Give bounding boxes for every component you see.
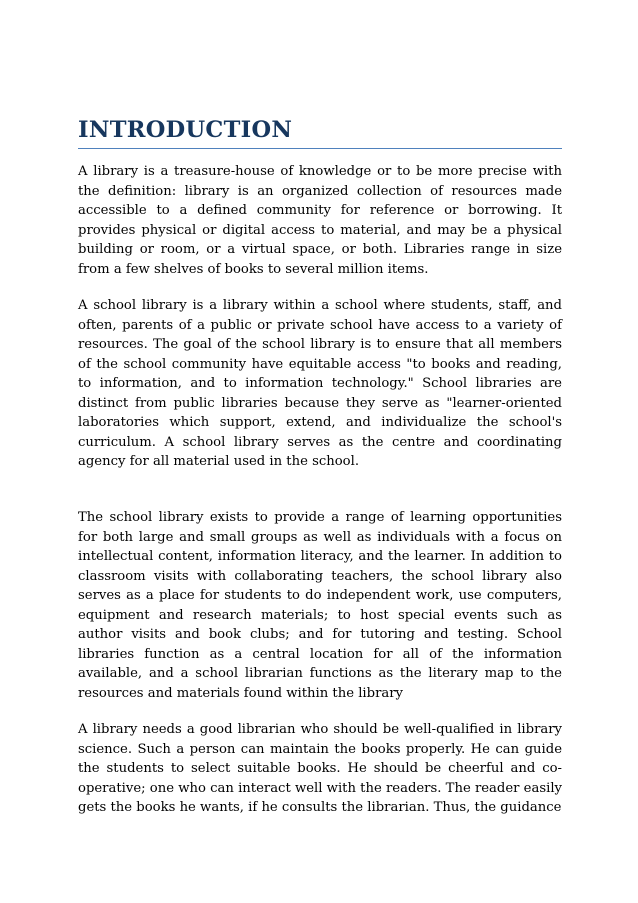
paragraph-school-library: A school library is a library within a school where students, staff, and often, parents of a public or private school have access to a variety of resources. The goal of the school library is to ensure that all members of the school community have equitable access "to books and reading, to information, and to information technology." School libraries are distinct from public libraries because they serve as "learner-oriented laboratories which support, extend, and individualize the school's curriculum. A school library serves as the centre and coordinating agency for all material used in the school. <box>78 298 562 469</box>
title-underline <box>78 148 562 149</box>
paragraph-librarian: A library needs a good librarian who should be well-qualified in library science. Such a person can maintain the books properly. He can guide the students to select suitable books. He should be cheerful and co-operative; one who can interact well with the readers. The reader easily gets the books he wants, if he consults the librarian. Thus, the guidance <box>78 722 562 815</box>
page-title: INTRODUCTION <box>78 117 293 143</box>
paragraph-learning-opportunities: The school library exists to provide a range of learning opportunities for both large and small groups as well as individuals with a focus on intellectual content, information literacy, and the learner. In addition to classroom visits with collaborating teachers, the school library also serves as a place for students to do independent work, use computers, equipment and research materials; to host special events such as author visits and book clubs; and for tutoring and testing. School libraries function as a central location for all of the information available, and a school librarian functions as the literary map to the resources and materials found within the library <box>78 510 562 701</box>
paragraph-library-definition: A library is a treasure-house of knowledge or to be more precise with the definition: library is an organized collection of resources made accessible to a defined community for reference or borrowing. It provides physical or digital access to material, and may be a physical building or room, or a virtual space, or both. Libraries range in size from a few shelves of books to several million items. <box>78 164 562 277</box>
